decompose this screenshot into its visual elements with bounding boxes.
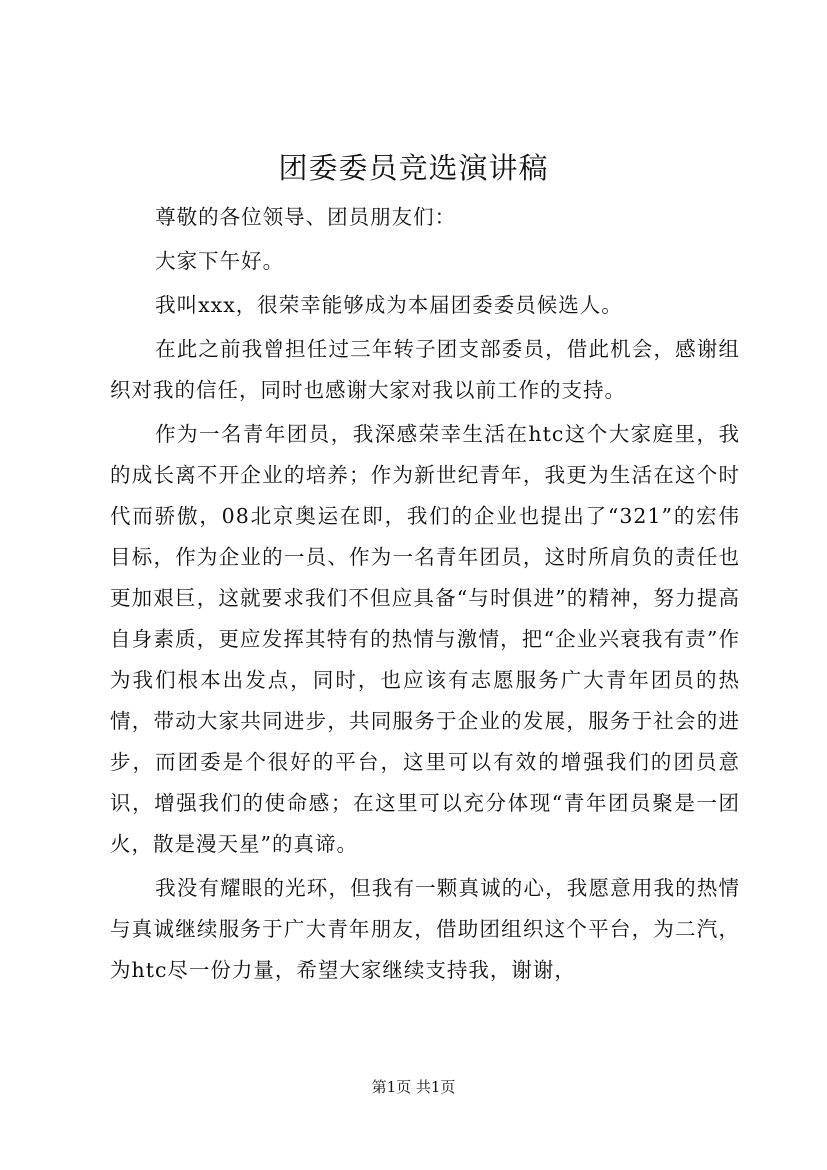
introduction-paragraph: 我叫xxx，很荣幸能够成为本届团委委员候选人。 (155, 293, 623, 317)
page-footer: 第1页 共1页 (371, 1078, 456, 1096)
experience-paragraph: 在此之前我曾担任过三年转子团支部委员，借此机会，感谢组织对我的信任，同时也感谢大家对我以前工作的支持。 (110, 337, 740, 402)
document-body (110, 197, 740, 994)
document-title: 团委委员竞选演讲稿 (278, 151, 549, 185)
closing-paragraph: 我没有耀眼的光环，但我有一颗真诚的心，我愿意用我的热情与真诚继续服务于广大青年朋友，借助团组织这个平台，为二汽，为htc尽一份力量，希望大家继续支持我，谢谢， (110, 876, 740, 982)
main-body-paragraph: 作为一名青年团员，我深感荣幸生活在htc这个大家庭里，我的成长离不开企业的培养；作为新世纪青年，我更为生活在这个时代而骄傲，08北京奥运在即，我们的企业也提出了“321”的宏伟目标，作为企业的一员、作为一名青年团员，这时所肩负的责任也更加艰巨，这就要求我们不但应具备“与时俱进”的精神，努力提高自身素质，更应发挥其特有的热情与激情，把“企业兴衰我有责”作为我们根本出发点，同时，也应该有志愿服务广大青年团员的热情，带动大家共同进步，共同服务于企业的发展，服务于社会的进步，而团委是个很好的平台，这里可以有效的增强我们的团员意识，增强我们的使命感；在这里可以充分体现“青年团员聚是一团火，散是漫天星”的真谛。 (110, 422, 740, 856)
salutation-paragraph: 尊敬的各位领导、团员朋友们： (155, 205, 457, 229)
greeting-paragraph: 大家下午好。 (155, 249, 285, 273)
